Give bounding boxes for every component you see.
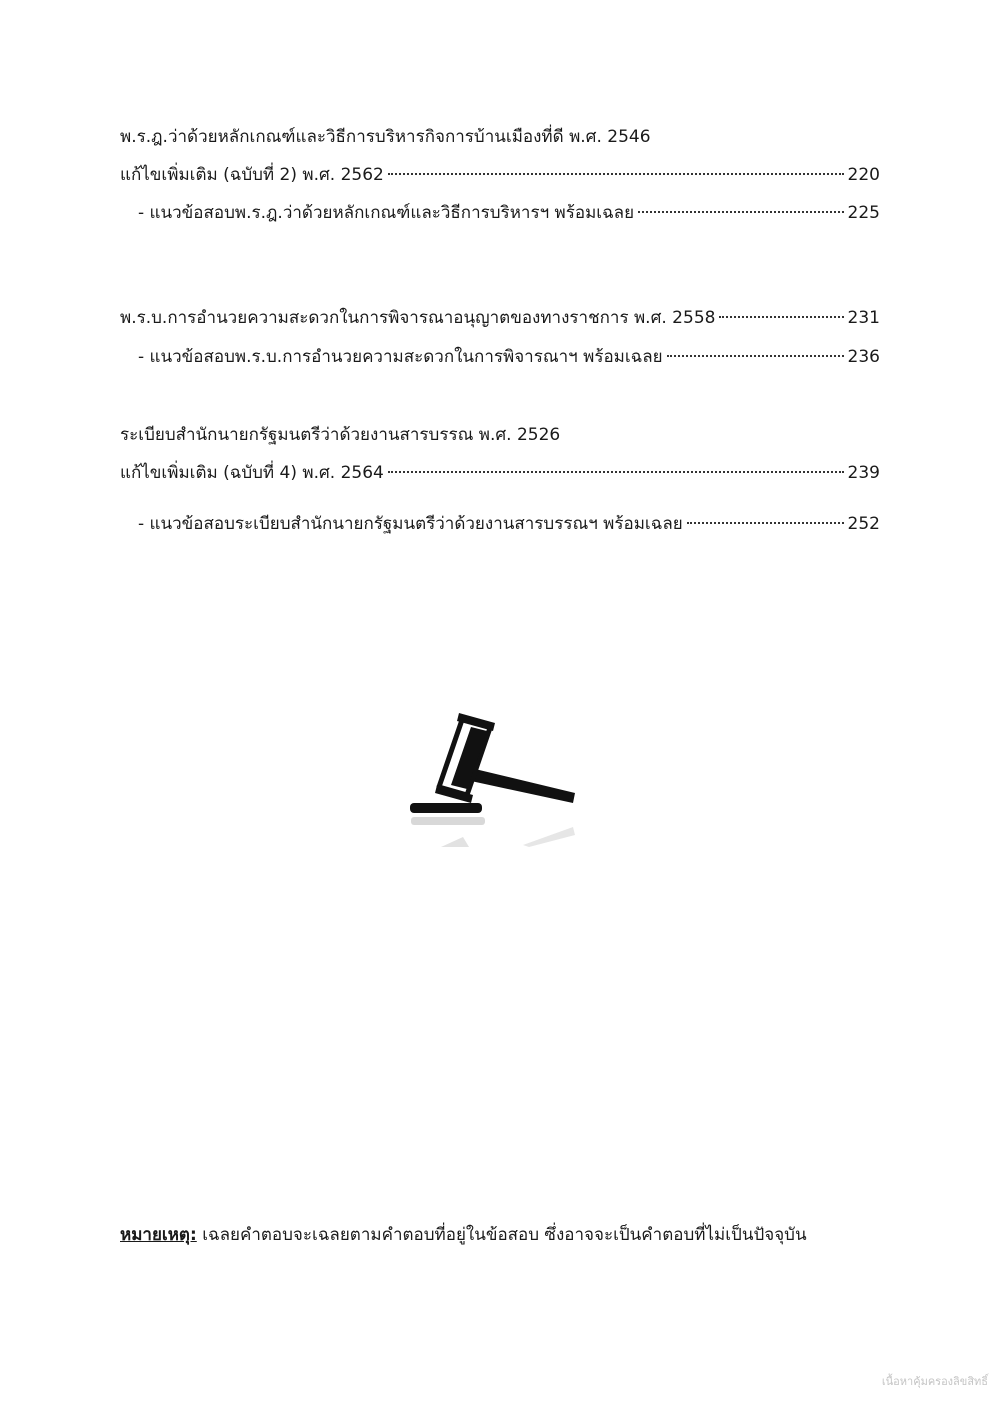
toc-subentry-title: - แนวข้อสอบระเบียบสำนักนายกรัฐมนตรีว่าด้วยงานสารบรรณฯ พร้อมเฉลย (138, 514, 683, 534)
toc-heading-text: ระเบียบสำนักนายกรัฐมนตรีว่าด้วยงานสารบรรณ พ.ศ. 2526 (120, 425, 561, 445)
gavel-icon (405, 705, 585, 855)
toc-entry-licensing-facilitation-act[interactable] (120, 305, 880, 331)
toc-subentry-page: 252 (847, 514, 880, 534)
dot-leader (687, 522, 844, 524)
toc-entry-page: 220 (847, 165, 880, 185)
dot-leader (388, 173, 844, 175)
toc-heading-text: พ.ร.ฎ.ว่าด้วยหลักเกณฑ์และวิธีการบริหารกิจการบ้านเมืองที่ดี พ.ศ. 2546 (120, 127, 651, 147)
footnote (120, 1222, 807, 1248)
toc-subentry-title: - แนวข้อสอบพ.ร.บ.การอำนวยความสะดวกในการพิจารณาฯ พร้อมเฉลย (138, 347, 663, 367)
toc-entry-royal-decree-good-governance[interactable] (120, 162, 880, 188)
toc-heading-correspondence-regulation (120, 422, 880, 448)
toc-entry-title: พ.ร.บ.การอำนวยความสะดวกในการพิจารณาอนุญาตของทางราชการ พ.ศ. 2558 (120, 308, 716, 328)
toc-subentry-licensing-facilitation-exam[interactable] (138, 344, 880, 370)
toc-subentry-good-governance-exam[interactable] (138, 200, 880, 226)
toc-entry-title: แก้ไขเพิ่มเติม (ฉบับที่ 2) พ.ศ. 2562 (120, 165, 384, 185)
toc-subentry-correspondence-exam[interactable] (138, 511, 880, 537)
toc-heading-royal-decree-good-governance (120, 124, 880, 150)
dot-leader (719, 316, 843, 318)
dot-leader (667, 355, 844, 357)
dot-leader (388, 471, 844, 473)
note-text: เฉลยคำตอบจะเฉลยตามคำตอบที่อยู่ในข้อสอบ ซึ่งอาจจะเป็นคำตอบที่ไม่เป็นปัจจุบัน (202, 1225, 807, 1245)
toc-subentry-page: 236 (847, 347, 880, 367)
toc-entry-title: แก้ไขเพิ่มเติม (ฉบับที่ 4) พ.ศ. 2564 (120, 463, 384, 483)
note-label: หมายเหตุ: (120, 1225, 197, 1245)
toc-entry-correspondence-regulation[interactable] (120, 460, 880, 486)
toc-entry-page: 239 (847, 463, 880, 483)
toc-entry-page: 231 (847, 308, 880, 328)
toc-subentry-title: - แนวข้อสอบพ.ร.ฎ.ว่าด้วยหลักเกณฑ์และวิธีการบริหารฯ พร้อมเฉลย (138, 203, 635, 223)
toc-subentry-page: 225 (847, 203, 880, 223)
dot-leader (638, 211, 844, 213)
copyright-watermark: เนื้อหาคุ้มครองลิขสิทธิ์ (881, 1375, 988, 1388)
